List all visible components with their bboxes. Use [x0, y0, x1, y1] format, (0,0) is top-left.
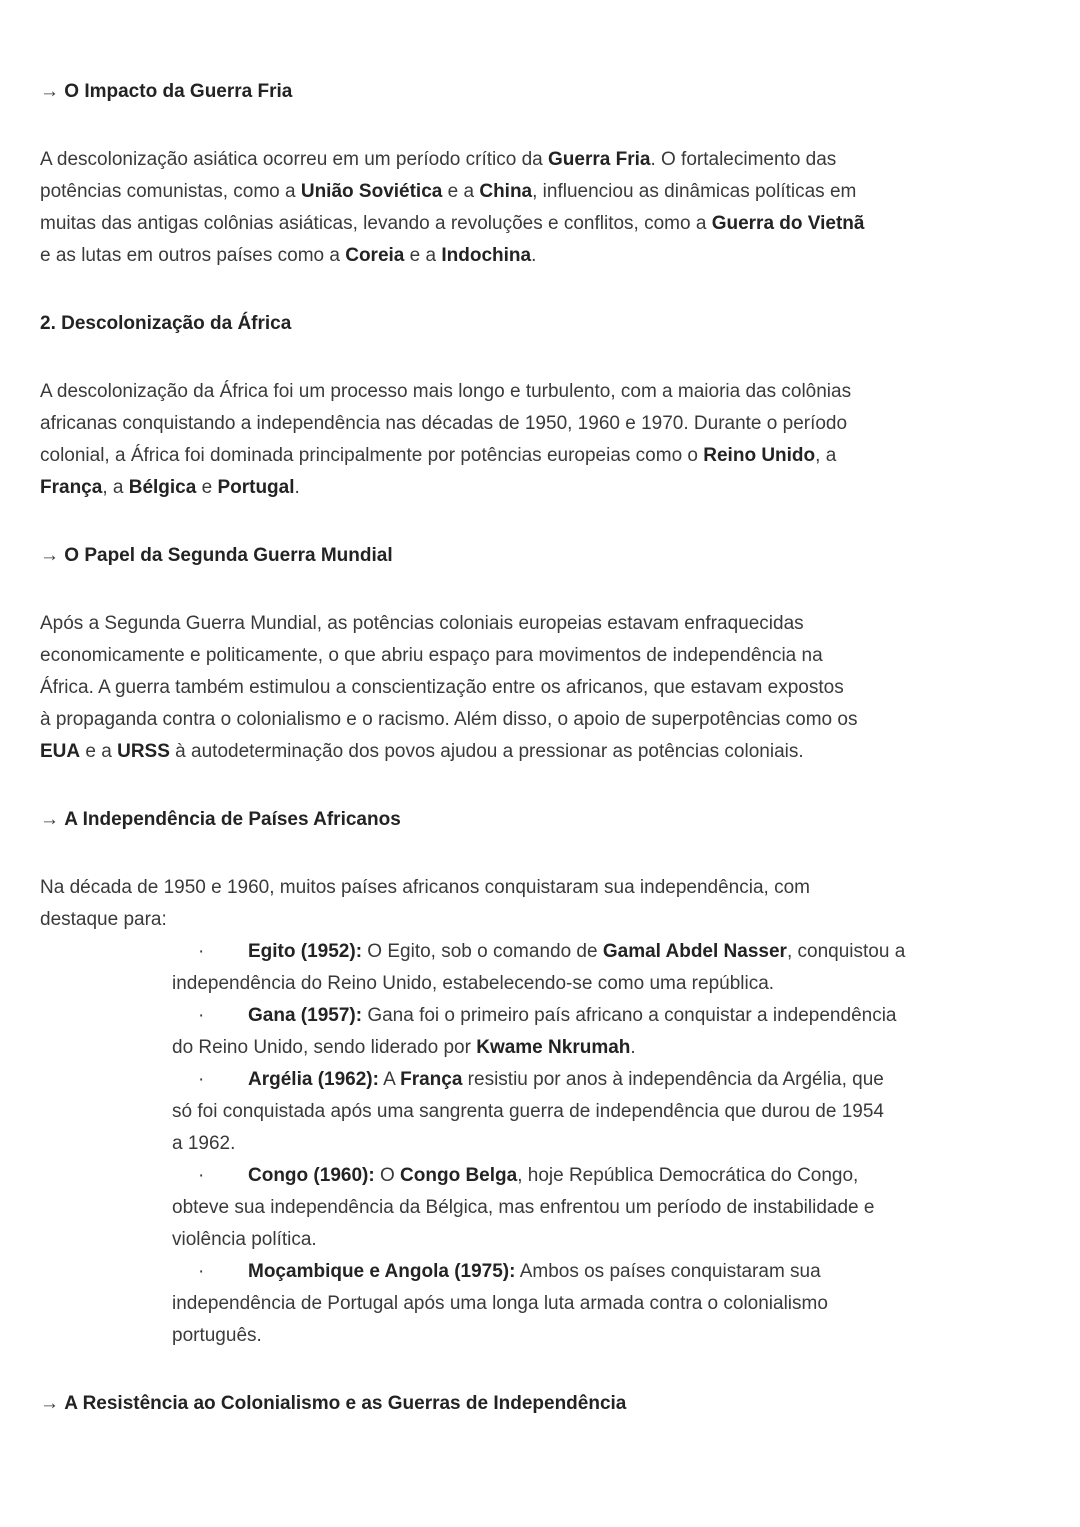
text-segment-bold: Kwame Nkrumah [476, 1037, 631, 1058]
heading-papel-segunda-guerra-mundial [40, 540, 1040, 572]
paragraph-pos-segunda-guerra [40, 608, 1040, 768]
text-segment: → [40, 81, 65, 102]
text-segment: obteve sua independência da Bélgica, mas enfrentou um período de instabilidade e [172, 1197, 875, 1218]
text-segment: colonial, a África foi dominada principalmente por potências europeias como o [40, 445, 704, 466]
text-segment: africanas conquistando a independência nas décadas de 1950, 1960 e 1970. Durante o período [40, 413, 848, 434]
text-segment: Gana foi o primeiro país africano a conquistar a independência [362, 1005, 897, 1026]
text-segment: , a [815, 445, 837, 466]
paragraph-decada-1950-1960 [40, 872, 1040, 936]
text-segment-bold: EUA [40, 741, 81, 762]
text-segment: destaque para: [40, 909, 167, 930]
text-segment-bold: Reino Unido [703, 445, 816, 466]
text-segment: . [630, 1037, 636, 1058]
text-segment: A [378, 1069, 401, 1090]
bullet-icon: · [198, 1005, 205, 1026]
text-segment: , hoje República Democrática do Congo, [517, 1165, 859, 1186]
text-segment: , influenciou as dinâmicas políticas em [532, 181, 857, 202]
text-segment-bold: Congo (1960): [248, 1165, 375, 1186]
text-segment-bold: França [40, 477, 103, 498]
text-segment-bold: Gana (1957): [248, 1005, 363, 1026]
heading-descolonizacao-africa [40, 308, 1040, 340]
text-segment: a 1962. [172, 1133, 236, 1154]
bullet-icon: · [198, 1069, 205, 1090]
heading-independencia-paises-africanos [40, 804, 1040, 836]
text-segment: → [40, 1393, 65, 1414]
text-segment-bold: União Soviética [300, 181, 443, 202]
text-segment-bold: China [479, 181, 533, 202]
text-segment: do Reino Unido, sendo liderado por [172, 1037, 477, 1058]
text-segment: → [40, 545, 65, 566]
text-segment: . [294, 477, 300, 498]
text-segment: Na década de 1950 e 1960, muitos países africanos conquistaram sua independência, com [40, 877, 810, 898]
text-segment: resistiu por anos à independência da Argélia, que [462, 1069, 884, 1090]
text-segment: A descolonização da África foi um processo mais longo e turbulento, com a maioria das colônias [40, 381, 852, 402]
text-segment-bold: URSS [117, 741, 170, 762]
text-segment-bold: A Resistência ao Colonialismo e as Guerras de Independência [64, 1393, 627, 1414]
text-segment: → [40, 809, 65, 830]
text-segment: A descolonização asiática ocorreu em um período crítico da [40, 149, 548, 170]
text-segment: e a [80, 741, 118, 762]
text-segment: , conquistou a [786, 941, 906, 962]
text-segment-bold: Coreia [345, 245, 405, 266]
text-segment: . O fortalecimento das [650, 149, 837, 170]
text-segment-bold: Bélgica [128, 477, 197, 498]
bullet-icon: · [198, 941, 205, 962]
text-segment: só foi conquistada após uma sangrenta guerra de independência que durou de 1954 [172, 1101, 884, 1122]
text-segment: à autodeterminação dos povos ajudou a pressionar as potências coloniais. [169, 741, 804, 762]
text-segment-bold: Congo Belga [400, 1165, 518, 1186]
text-segment: à propaganda contra o colonialismo e o racismo. Além disso, o apoio de superpotências como os [40, 709, 858, 730]
text-segment: potências comunistas, como a [40, 181, 301, 202]
text-segment: , a [102, 477, 129, 498]
text-segment: Ambos os países conquistaram sua [515, 1261, 821, 1282]
text-segment-bold: A Independência de Países Africanos [64, 809, 401, 830]
text-segment-bold: Moçambique e Angola (1975): [248, 1261, 516, 1282]
text-segment: independência de Portugal após uma longa luta armada contra o colonialismo [172, 1293, 828, 1314]
bullet-mocambique-angola [172, 1256, 1040, 1352]
text-segment: violência política. [172, 1229, 317, 1250]
text-segment-bold: Guerra do Vietnã [711, 213, 865, 234]
text-segment-bold: Argélia (1962): [248, 1069, 379, 1090]
bullet-gana [172, 1000, 1040, 1064]
text-segment-bold: França [400, 1069, 463, 1090]
text-segment-bold: Gamal Abdel Nasser [602, 941, 787, 962]
text-segment: independência do Reino Unido, estabelecendo-se como uma república. [172, 973, 775, 994]
paragraph-descolonizacao-africa [40, 376, 1040, 504]
text-segment: e a [404, 245, 442, 266]
text-segment-bold: Egito (1952): [248, 941, 363, 962]
text-segment: O Egito, sob o comando de [362, 941, 603, 962]
text-segment: muitas das antigas colônias asiáticas, levando a revoluções e conflitos, como a [40, 213, 712, 234]
text-segment: português. [172, 1325, 262, 1346]
text-segment: Após a Segunda Guerra Mundial, as potências coloniais europeias estavam enfraquecidas [40, 613, 804, 634]
bullet-argelia [172, 1064, 1040, 1160]
bullet-icon: · [198, 1165, 205, 1186]
bullet-congo [172, 1160, 1040, 1256]
text-segment-bold: Guerra Fria [548, 149, 651, 170]
bullet-egito [172, 936, 1040, 1000]
text-segment-bold: O Papel da Segunda Guerra Mundial [64, 545, 393, 566]
text-segment-bold: 2. Descolonização da África [40, 313, 292, 334]
paragraph-descolonizacao-asiatica [40, 144, 1040, 272]
text-segment-bold: O Impacto da Guerra Fria [64, 81, 293, 102]
text-segment: economicamente e politicamente, o que abriu espaço para movimentos de independência na [40, 645, 823, 666]
heading-impacto-guerra-fria [40, 76, 1040, 108]
text-segment: África. A guerra também estimulou a conscientização entre os africanos, que estavam expostos [40, 677, 844, 698]
text-segment-bold: Indochina [441, 245, 532, 266]
text-segment: e as lutas em outros países como a [40, 245, 346, 266]
text-segment: O [374, 1165, 401, 1186]
heading-resistencia-colonialismo [40, 1388, 1040, 1420]
text-segment: . [531, 245, 537, 266]
text-segment: e a [442, 181, 480, 202]
text-segment: e [196, 477, 218, 498]
bullet-icon: · [198, 1261, 205, 1282]
text-segment-bold: Portugal [217, 477, 295, 498]
